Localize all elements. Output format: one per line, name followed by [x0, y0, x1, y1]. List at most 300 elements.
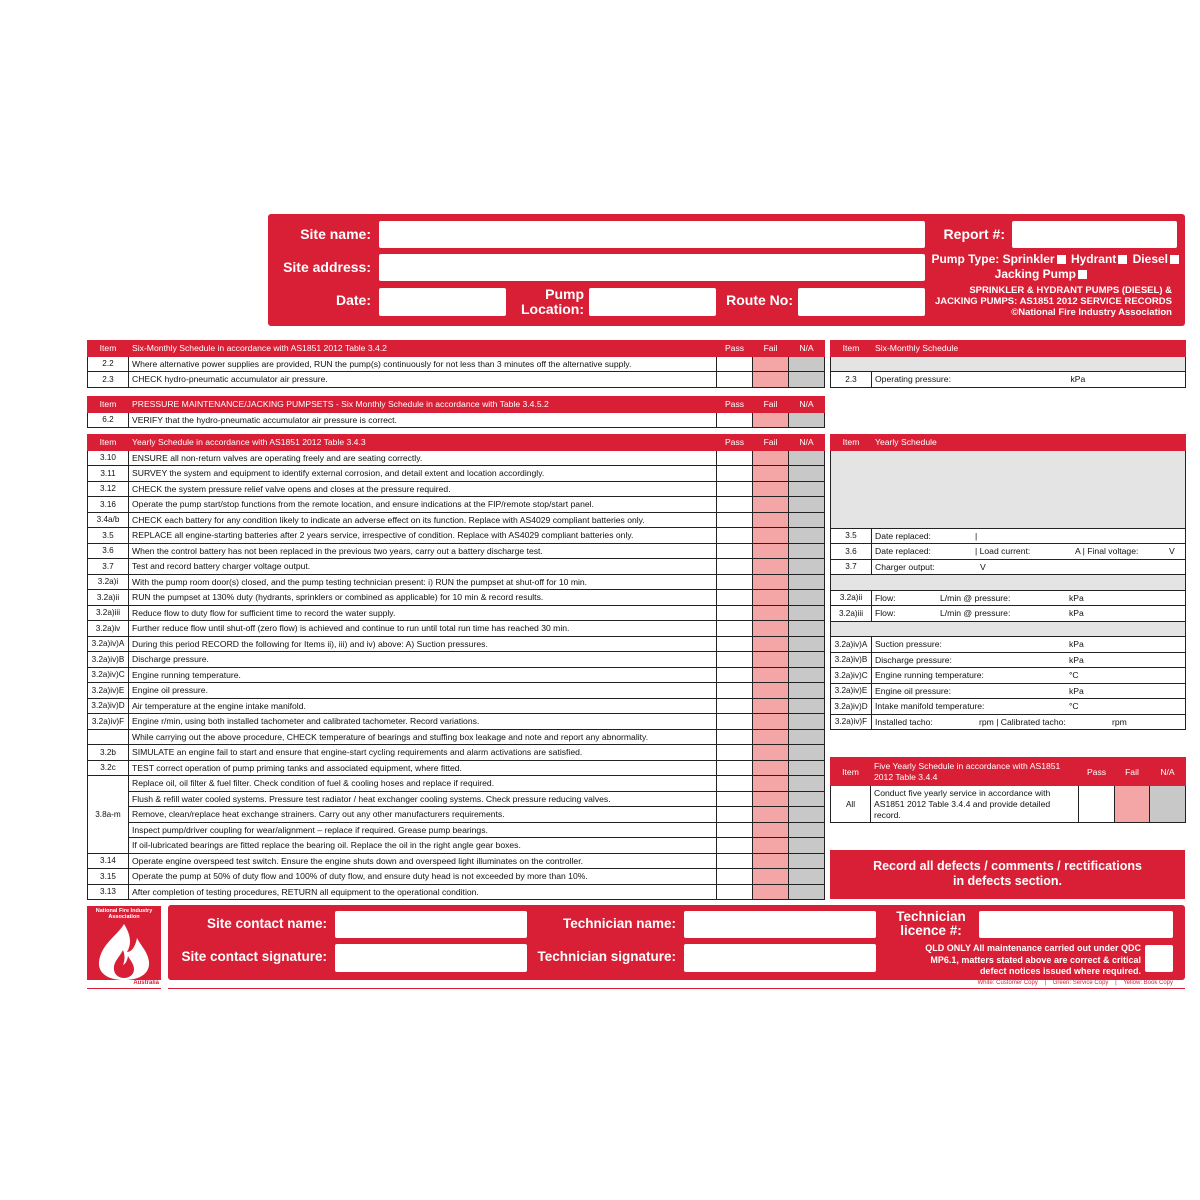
col-item: Item [88, 397, 129, 413]
row-text: Remove, clean/replace heat exchange strainers. Carry out any other manufacturers requirements. [129, 807, 717, 823]
jacking-row [929, 267, 1089, 281]
table-row [88, 559, 825, 575]
na-cell[interactable] [789, 543, 825, 559]
tech-sig-label: Technician signature: [537, 949, 676, 964]
record-field[interactable] [872, 528, 1186, 544]
record-v: V [980, 561, 986, 572]
na-cell[interactable] [789, 652, 825, 668]
na-cell[interactable] [789, 636, 825, 652]
table-row [88, 450, 825, 466]
record-field[interactable] [872, 590, 1186, 606]
five-yearly-item: All [831, 786, 871, 823]
col-item: Item [831, 341, 872, 357]
pass-cell[interactable] [717, 450, 753, 466]
row-text: SURVEY the system and equipment to identify external corrosion, and detail extent and location accordingly. [129, 466, 717, 482]
row-text: TEST correct operation of pump priming tanks and associated equipment, where fitted. [129, 760, 717, 776]
record-field[interactable] [872, 544, 1186, 560]
row-text: Replace oil, oil filter & fuel filter. Check condition of fuel & cooling hoses and replace if required. [129, 776, 717, 792]
fail-cell[interactable] [753, 559, 789, 575]
fail-cell[interactable] [753, 528, 789, 544]
blank-row [831, 575, 1186, 591]
fail-cell[interactable] [753, 714, 789, 730]
fail-cell[interactable] [753, 356, 789, 372]
record-item: 3.2a)iv)B [831, 652, 872, 668]
fail-cell[interactable] [753, 853, 789, 869]
row-text: Reduce flow to duty flow for sufficient time to record the water supply. [129, 605, 717, 621]
record-label: Engine running temperature: [875, 670, 984, 681]
right-six-title: Six-Monthly Schedule [872, 341, 1186, 357]
table-row [88, 605, 825, 621]
pass-cell[interactable] [717, 807, 753, 823]
row-item: 2.2 [88, 356, 129, 372]
qld-notice: QLD ONLY All maintenance carried out under QDC MP6.1, matters stated above are correct & critical defect notices issued where required. [925, 943, 1141, 976]
row-item: 3.7 [88, 559, 129, 575]
fail-cell[interactable] [753, 760, 789, 776]
row-item: 3.2a)iv)B [88, 652, 129, 668]
row-item: 3.2a)iv [88, 621, 129, 637]
fail-cell[interactable] [753, 372, 789, 388]
col-pass: Pass [1079, 758, 1115, 786]
record-field[interactable] [872, 699, 1186, 715]
record-row [831, 652, 1186, 668]
pass-cell[interactable] [717, 636, 753, 652]
fail-cell[interactable] [753, 838, 789, 854]
pass-cell[interactable] [717, 776, 753, 792]
col-na: N/A [789, 397, 825, 413]
row-text: ENSURE all non-return valves are operating freely and are seating correctly. [129, 450, 717, 466]
na-cell[interactable] [789, 372, 825, 388]
fail-cell[interactable] [753, 621, 789, 637]
row-text: SIMULATE an engine fail to start and ensure that engine-start cycling requirements and alarm activations are satisfied. [129, 745, 717, 761]
record-label: Suction pressure: [875, 639, 942, 650]
row-item: 3.6 [88, 543, 129, 559]
fail-cell[interactable] [753, 807, 789, 823]
pass-cell[interactable] [1079, 786, 1115, 823]
na-cell[interactable] [789, 838, 825, 854]
pass-cell[interactable] [717, 590, 753, 606]
pass-cell[interactable] [717, 605, 753, 621]
record-item: 3.2a)iv)C [831, 668, 872, 684]
col-item: Item [88, 341, 129, 357]
na-cell[interactable] [789, 822, 825, 838]
row-item: 3.11 [88, 466, 129, 482]
pass-cell[interactable] [717, 652, 753, 668]
na-cell[interactable] [1150, 786, 1186, 823]
row-text: Inspect pump/driver coupling for wear/alignment – replace if required. Grease pump bearings. [129, 822, 717, 838]
jacking-table [87, 396, 825, 428]
pass-cell[interactable] [717, 574, 753, 590]
pass-cell[interactable] [717, 714, 753, 730]
record-field[interactable] [872, 683, 1186, 699]
pass-cell[interactable] [717, 853, 753, 869]
qld-checkbox[interactable] [1145, 945, 1173, 972]
row-text: Engine r/min, using both installed tachometer and calibrated tachometer. Record variations. [129, 714, 717, 730]
pass-cell[interactable] [717, 791, 753, 807]
record-unit: rpm [1112, 716, 1127, 727]
record-mid: L/min @ pressure: [940, 608, 1011, 619]
pass-cell[interactable] [717, 838, 753, 854]
fail-cell[interactable] [753, 543, 789, 559]
na-cell[interactable] [789, 590, 825, 606]
pass-cell[interactable] [717, 745, 753, 761]
na-cell[interactable] [789, 621, 825, 637]
na-cell[interactable] [789, 667, 825, 683]
record-item: 3.2a)iv)A [831, 637, 872, 653]
pump-location-label: Pump Location: [521, 286, 584, 317]
table-row [88, 512, 825, 528]
record-row [831, 699, 1186, 715]
pass-cell[interactable] [717, 698, 753, 714]
form-title-line3: ©National Fire Industry Association [1011, 307, 1172, 318]
record-unit: kPa [1070, 374, 1086, 385]
fail-cell[interactable] [753, 683, 789, 699]
logo-org-text: National Fire Industry Association [95, 908, 153, 920]
table-row [88, 356, 825, 372]
record-row [831, 372, 1186, 388]
row-item: 3.2a)iii [88, 605, 129, 621]
col-item: Item [88, 435, 129, 451]
fail-cell[interactable] [753, 776, 789, 792]
five-yearly-table [830, 757, 1186, 823]
row-text: CHECK each battery for any condition likely to indicate an adverse effect on its function. Replace with AS4029 compliant batteries only. [129, 512, 717, 528]
record-unit: kPa [1069, 592, 1084, 603]
table-row [88, 729, 825, 745]
blank-row [831, 356, 1186, 372]
col-pass: Pass [717, 341, 753, 357]
record-label: Installed tacho: [875, 716, 933, 727]
pass-cell[interactable] [717, 466, 753, 482]
fail-cell[interactable] [753, 466, 789, 482]
five-yearly-title: Five Yearly Schedule in accordance with AS1851 2012 Table 3.4.4 [871, 758, 1079, 786]
col-fail: Fail [1115, 758, 1150, 786]
pass-cell[interactable] [717, 729, 753, 745]
table-row [88, 466, 825, 482]
fail-cell[interactable] [753, 481, 789, 497]
record-mid: rpm | Calibrated tacho: [979, 716, 1066, 727]
table-row [88, 372, 825, 388]
row-item: 3.12 [88, 481, 129, 497]
fail-cell[interactable] [753, 512, 789, 528]
pass-cell[interactable] [717, 760, 753, 776]
pass-cell[interactable] [717, 372, 753, 388]
right-six-table [830, 340, 1186, 388]
logo-underline [87, 988, 161, 989]
na-cell[interactable] [789, 481, 825, 497]
site-contact-sig-field[interactable] [335, 944, 527, 972]
row-text: If oil-lubricated bearings are fitted replace the bearing oil. Replace the oil in the right angle gear boxes. [129, 838, 717, 854]
row-item: 6.2 [88, 412, 129, 428]
col-na: N/A [789, 341, 825, 357]
col-na: N/A [789, 435, 825, 451]
record-field[interactable] [872, 652, 1186, 668]
table-row [88, 869, 825, 885]
na-cell[interactable] [789, 559, 825, 575]
col-item: Item [831, 435, 872, 451]
table-row [88, 652, 825, 668]
record-v: V [1169, 546, 1175, 557]
tech-sig-field[interactable] [684, 944, 876, 972]
pass-cell[interactable] [717, 559, 753, 575]
row-item: 3.15 [88, 869, 129, 885]
pass-cell[interactable] [717, 543, 753, 559]
table-row [88, 667, 825, 683]
tech-name-field[interactable] [684, 911, 876, 938]
na-cell[interactable] [789, 776, 825, 792]
na-cell[interactable] [789, 884, 825, 900]
row-item: 3.2c [88, 760, 129, 776]
table-row [88, 853, 825, 869]
pump-location-field[interactable] [589, 288, 716, 316]
pass-cell[interactable] [717, 869, 753, 885]
fail-cell[interactable] [753, 698, 789, 714]
defects-banner [830, 850, 1185, 899]
record-label: Flow: [875, 608, 896, 619]
date-label: Date: [335, 292, 371, 308]
pass-cell[interactable] [717, 412, 753, 428]
record-unit: °C [1069, 701, 1079, 712]
row-text: Operate the pump start/stop functions from the remote location, and ensure indications at the FIP/remote stop/start panel. [129, 497, 717, 513]
na-cell[interactable] [789, 683, 825, 699]
na-cell[interactable] [789, 698, 825, 714]
right-yearly-table [830, 434, 1186, 730]
record-field[interactable] [872, 714, 1186, 730]
row-item: 3.4a/b [88, 512, 129, 528]
row-text: Discharge pressure. [129, 652, 717, 668]
fail-cell[interactable] [753, 745, 789, 761]
sprinkler-label: Sprinkler [1002, 252, 1055, 266]
fail-cell[interactable] [753, 574, 789, 590]
fail-cell[interactable] [753, 636, 789, 652]
diesel-checkbox[interactable] [1170, 255, 1179, 264]
pass-cell[interactable] [717, 481, 753, 497]
row-item: 3.2a)iv)F [88, 714, 129, 730]
record-row [831, 606, 1186, 622]
record-field[interactable] [872, 668, 1186, 684]
form-title [900, 285, 1172, 318]
copies-text: White: Customer Copy | Green: Service Copy | Yellow: Book Copy [977, 980, 1173, 986]
sprinkler-checkbox[interactable] [1057, 255, 1066, 264]
record-label: Operating pressure: [875, 374, 951, 385]
record-item: 3.2a)ii [831, 590, 872, 606]
row-item: 2.3 [88, 372, 129, 388]
fail-cell[interactable] [753, 497, 789, 513]
table-row [88, 791, 825, 807]
six-monthly-title: Six-Monthly Schedule in accordance with AS1851 2012 Table 3.4.2 [129, 341, 717, 357]
row-item: 3.2a)i [88, 574, 129, 590]
row-item: 3.10 [88, 450, 129, 466]
na-cell[interactable] [789, 528, 825, 544]
site-contact-sig-label: Site contact signature: [181, 949, 327, 964]
pass-cell[interactable] [717, 822, 753, 838]
na-cell[interactable] [789, 807, 825, 823]
record-unit: kPa [1069, 608, 1084, 619]
na-cell[interactable] [789, 869, 825, 885]
fail-cell[interactable] [753, 884, 789, 900]
tech-licence-field[interactable] [979, 911, 1173, 938]
date-field[interactable] [379, 288, 506, 316]
row-item: 3.14 [88, 853, 129, 869]
row-text: During this period RECORD the following for Items ii), iii) and iv) above: A) Suction pressures. [129, 636, 717, 652]
row-item: 3.2b [88, 745, 129, 761]
record-sep: | [975, 530, 978, 541]
site-name-label: Site name: [300, 226, 371, 242]
tech-licence-label: Technician licence #: [896, 909, 966, 938]
na-cell[interactable] [789, 745, 825, 761]
na-cell[interactable] [789, 760, 825, 776]
row-item: 3.2a)iv)A [88, 636, 129, 652]
table-row [88, 822, 825, 838]
fail-cell[interactable] [753, 822, 789, 838]
row-text: Where alternative power supplies are provided, RUN the pump(s) continuously for not less than 3 minutes off the alternative supply. [129, 356, 717, 372]
record-row [831, 683, 1186, 699]
fail-cell[interactable] [753, 667, 789, 683]
na-cell[interactable] [789, 356, 825, 372]
na-cell[interactable] [789, 729, 825, 745]
record-row [831, 714, 1186, 730]
pass-cell[interactable] [717, 356, 753, 372]
na-cell[interactable] [789, 574, 825, 590]
pass-cell[interactable] [717, 884, 753, 900]
table-row [88, 807, 825, 823]
pump-type-label: Pump Type: [931, 252, 1000, 266]
site-address-label: Site address: [283, 259, 371, 275]
row-item: 3.2a)iv)D [88, 698, 129, 714]
row-text: When the control battery has not been replaced in the previous two years, carry out a battery discharge test. [129, 543, 717, 559]
report-no-label: Report #: [943, 226, 1005, 242]
fail-cell[interactable] [753, 605, 789, 621]
row-text: VERIFY that the hydro-pneumatic accumulator air pressure is correct. [129, 412, 717, 428]
yearly-table [87, 434, 825, 900]
form-title-line2: JACKING PUMPS: AS1851 2012 SERVICE RECORDS [934, 296, 1172, 307]
fail-cell[interactable] [753, 590, 789, 606]
fail-cell[interactable] [753, 791, 789, 807]
pass-cell[interactable] [717, 621, 753, 637]
five-yearly-text: Conduct five yearly service in accordance with AS1851 2012 Table 3.4.4 and provide detailed record. [871, 786, 1079, 823]
na-cell[interactable] [789, 714, 825, 730]
report-no-field[interactable] [1012, 221, 1177, 248]
table-row [88, 412, 825, 428]
record-row [831, 528, 1186, 544]
row-text: Test and record battery charger voltage output. [129, 559, 717, 575]
record-field[interactable] [872, 606, 1186, 622]
na-cell[interactable] [789, 450, 825, 466]
row-text: Engine oil pressure. [129, 683, 717, 699]
record-row [831, 637, 1186, 653]
record-row [831, 544, 1186, 560]
row-text: After completion of testing procedures, RETURN all equipment to the operational condition. [129, 884, 717, 900]
pass-cell[interactable] [717, 512, 753, 528]
site-contact-name-field[interactable] [335, 911, 527, 938]
fail-cell[interactable] [753, 869, 789, 885]
record-field[interactable] [872, 637, 1186, 653]
record-row [831, 559, 1186, 575]
table-row [88, 481, 825, 497]
na-cell[interactable] [789, 512, 825, 528]
site-address-field[interactable] [379, 254, 925, 281]
record-label: Flow: [875, 592, 896, 603]
na-cell[interactable] [789, 853, 825, 869]
na-cell[interactable] [789, 412, 825, 428]
na-cell[interactable] [789, 605, 825, 621]
fail-cell[interactable] [753, 729, 789, 745]
hydrant-label: Hydrant [1070, 252, 1117, 266]
na-cell[interactable] [789, 791, 825, 807]
col-fail: Fail [753, 341, 789, 357]
record-item: 3.7 [831, 559, 872, 575]
footer-underline [168, 988, 1185, 989]
table-row [88, 574, 825, 590]
record-label: Charger output: [875, 561, 935, 572]
right-yearly-title: Yearly Schedule [872, 435, 1186, 451]
na-cell[interactable] [789, 497, 825, 513]
route-no-label: Route No: [726, 292, 793, 308]
record-mid: L/min @ pressure: [940, 592, 1011, 603]
table-row [88, 776, 825, 792]
row-text: REPLACE all engine-starting batteries after 2 years service, irrespective of condition. Replace with AS4029 compliant batteries only. [129, 528, 717, 544]
row-item: 3.13 [88, 884, 129, 900]
jacking-checkbox[interactable] [1078, 270, 1087, 279]
record-a: A | Final voltage: [1075, 546, 1139, 557]
row-item: 3.8a-m [88, 776, 129, 854]
row-text: Engine running temperature. [129, 667, 717, 683]
pass-cell[interactable] [717, 497, 753, 513]
blank-row [831, 621, 1186, 637]
col-fail: Fail [753, 435, 789, 451]
jacking-label: Jacking Pump [994, 267, 1076, 281]
fail-cell[interactable] [1115, 786, 1150, 823]
row-text: Air temperature at the engine intake manifold. [129, 698, 717, 714]
record-unit: kPa [1069, 639, 1084, 650]
record-row [831, 668, 1186, 684]
site-contact-name-label: Site contact name: [206, 916, 327, 931]
fail-cell[interactable] [753, 652, 789, 668]
row-text: RUN the pumpset at 130% duty (hydrants, sprinklers or combined as applicable) for 10 min & record results. [129, 590, 717, 606]
na-cell[interactable] [789, 466, 825, 482]
record-unit: kPa [1069, 654, 1084, 665]
record-item: 2.3 [831, 372, 872, 388]
record-field[interactable] [872, 559, 1186, 575]
row-text: Operate engine overspeed test switch. Ensure the engine shuts down and overspeed light illuminates on the controller. [129, 853, 717, 869]
table-row [88, 497, 825, 513]
record-field[interactable] [872, 372, 1186, 388]
row-text: Operate the pump at 50% of duty flow and 100% of duty flow, and ensure duty head is not exceeded by more than 10%. [129, 869, 717, 885]
row-item: 3.16 [88, 497, 129, 513]
table-row [88, 838, 825, 854]
record-row [831, 590, 1186, 606]
row-item [88, 729, 129, 745]
record-label: Discharge pressure: [875, 654, 952, 665]
record-item: 3.2a)iv)E [831, 683, 872, 699]
row-text: Further reduce flow until shut-off (zero flow) is achieved and continue to run until total run time has reached 30 min. [129, 621, 717, 637]
fail-cell[interactable] [753, 450, 789, 466]
fail-cell[interactable] [753, 412, 789, 428]
pass-cell[interactable] [717, 528, 753, 544]
record-label: Intake manifold temperature: [875, 701, 985, 712]
form-title-line1: SPRINKLER & HYDRANT PUMPS (DIESEL) & [969, 285, 1172, 296]
table-row [88, 884, 825, 900]
row-text: While carrying out the above procedure, CHECK temperature of bearings and stuffing box leakage and note and report any abnormality. [129, 729, 717, 745]
pass-cell[interactable] [717, 667, 753, 683]
pass-cell[interactable] [717, 683, 753, 699]
site-name-field[interactable] [379, 221, 925, 248]
defects-text: Record all defects / comments / rectifications in defects section. [873, 859, 1142, 888]
row-text: CHECK hydro-pneumatic accumulator air pressure. [129, 372, 717, 388]
record-mid: | Load current: [975, 546, 1031, 557]
row-item: 3.2a)iv)E [88, 683, 129, 699]
col-fail: Fail [753, 397, 789, 413]
hydrant-checkbox[interactable] [1118, 255, 1127, 264]
col-pass: Pass [717, 397, 753, 413]
